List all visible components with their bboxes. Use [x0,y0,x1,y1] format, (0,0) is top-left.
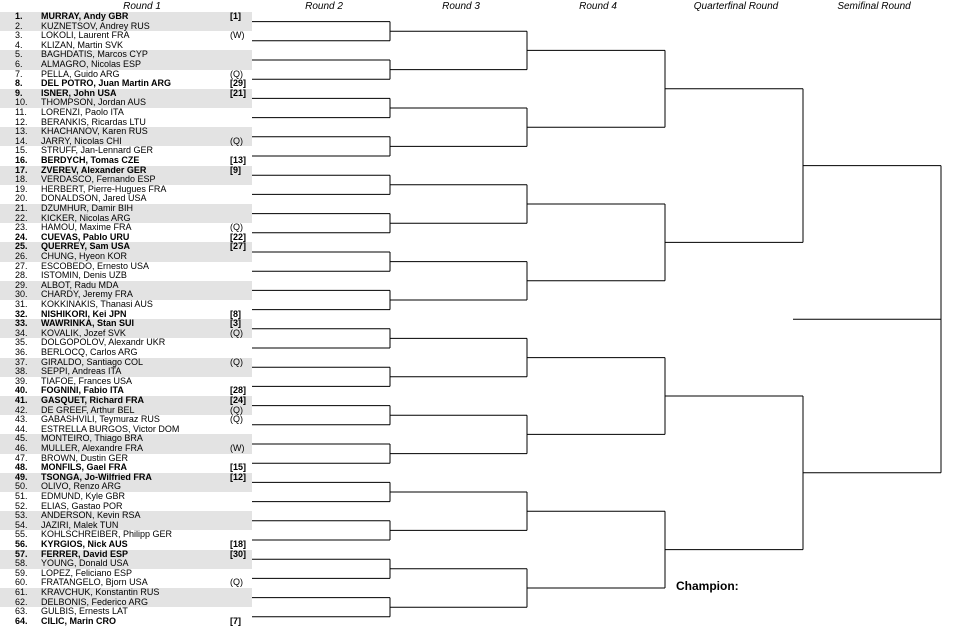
player-seed: [12] [230,471,247,482]
player-name: KHACHANOV, Karen RUS [41,126,148,137]
player-name: CHARDY, Jeremy FRA [41,289,133,300]
player-name: ANDERSON, Kevin RSA [41,510,141,521]
player-name: DONALDSON, Jared USA [41,193,147,204]
player-seed: [7] [230,615,241,626]
player-num: 30. [15,289,28,300]
player-name: BROWN, Dustin GER [41,452,129,463]
player-name: KRAVCHUK, Konstantin RUS [41,587,160,597]
header-round-4: Round 4 [579,1,617,12]
player-seed: (Q) [230,135,243,146]
player-name: MONTEIRO, Thiago BRA [41,433,143,444]
player-num: 63. [15,606,28,617]
player-num: 17. [15,164,28,175]
player-seed: (Q) [230,404,243,415]
player-num: 9. [15,87,23,98]
player-num: 60. [15,577,28,588]
player-num: 4. [15,39,23,50]
player-name: KICKER, Nicolas ARG [41,212,131,223]
champion-label: Champion: [676,579,739,593]
player-name: GABASHVILI, Teymuraz RUS [41,414,160,425]
player-name: DZUMHUR, Damir BIH [41,203,133,213]
player-num: 27. [15,260,28,271]
player-seed: [27] [230,241,247,252]
player-num: 11. [15,107,27,117]
player-num: 62. [15,596,28,607]
player-seed: (Q) [230,222,243,233]
player-num: 39. [15,375,28,386]
player-num: 14. [15,135,28,146]
player-num: 64. [15,615,28,626]
player-num: 21. [15,203,28,213]
player-num: 28. [15,270,28,281]
player-name: BERLOCQ, Carlos ARG [41,347,138,357]
player-name: JAZIRI, Malek TUN [41,519,119,530]
player-num: 35. [15,337,28,348]
player-num: 46. [15,443,28,453]
player-name: NISHIKORI, Kei JPN [41,308,127,319]
player-num: 12. [15,116,28,127]
player-name: MONFILS, Gael FRA [41,462,128,473]
player-num: 7. [15,68,23,79]
player-name: FOGNINI, Fabio ITA [41,385,124,396]
player-num: 1. [15,11,23,21]
player-num: 34. [15,327,28,338]
player-name: HERBERT, Pierre-Hugues FRA [41,183,167,194]
header-semifinal: Semifinal Round [837,1,911,12]
player-seed: [24] [230,395,247,405]
header-round-3: Round 3 [442,1,480,12]
player-num: 49. [15,471,28,482]
player-seed: [13] [230,155,247,165]
player-num: 33. [15,318,28,329]
player-num: 24. [15,231,28,242]
player-seed: (Q) [230,577,243,588]
player-name: LOPEZ, Feliciano ESP [41,567,133,578]
player-num: 56. [15,539,28,549]
player-num: 6. [15,59,23,69]
player-name: ZVEREV, Alexander GER [41,164,147,175]
player-seed: [30] [230,548,247,559]
player-num: 26. [15,251,28,261]
player-seed: [29] [230,78,247,89]
player-name: SEPPI, Andreas ITA [41,366,122,377]
player-num: 51. [15,491,28,501]
player-num: 13. [15,126,28,137]
player-name: ESTRELLA BURGOS, Victor DOM [41,423,180,434]
player-name: MULLER, Alexandre FRA [41,443,144,453]
player-name: VERDASCO, Fernando ESP [41,174,156,185]
header-round-2: Round 2 [305,1,343,12]
player-num: 10. [15,97,28,108]
player-num: 43. [15,414,28,425]
player-name: DE GREEF, Arthur BEL [41,404,135,415]
player-seed: (Q) [230,327,243,338]
player-num: 29. [15,279,28,290]
player-num: 44. [15,423,28,434]
player-name: ISNER, John USA [41,87,117,98]
player-name: TSONGA, Jo-Wilfried FRA [41,471,152,482]
player-num: 22. [15,212,28,223]
player-name: ELIAS, Gastao POR [41,500,123,511]
player-num: 20. [15,193,28,204]
player-name: KYRGIOS, Nick AUS [41,539,128,549]
player-num: 41. [15,395,28,405]
player-name: MURRAY, Andy GBR [41,11,129,21]
header-round-1: Round 1 [123,1,161,12]
player-seed: [21] [230,87,247,98]
player-num: 2. [15,20,23,31]
player-num: 3. [15,30,23,41]
player-name: KOKKINAKIS, Thanasi AUS [41,299,153,309]
player-num: 59. [15,567,28,578]
player-name: YOUNG, Donald USA [41,558,129,569]
player-name: BERANKIS, Ricardas LTU [41,116,146,127]
player-num: 57. [15,548,28,559]
player-num: 38. [15,366,28,377]
player-name: FERRER, David ESP [41,548,129,559]
player-seed: [9] [230,164,241,175]
player-name: LORENZI, Paolo ITA [41,107,124,117]
player-num: 19. [15,183,28,194]
player-num: 25. [15,241,28,252]
player-num: 32. [15,308,28,319]
player-name: BERDYCH, Tomas CZE [41,155,140,165]
player-name: BAGHDATIS, Marcos CYP [41,49,148,60]
player-num: 52. [15,500,28,511]
player-seed: [8] [230,308,241,319]
player-name: GIRALDO, Santiago COL [41,356,144,367]
player-name: PELLA, Guido ARG [41,68,120,79]
player-name: DELBONIS, Federico ARG [41,596,149,607]
player-num: 36. [15,347,28,357]
header-quarterfinal: Quarterfinal Round [693,1,779,12]
player-num: 8. [15,78,23,89]
player-name: DOLGOPOLOV, Alexandr UKR [41,337,166,348]
player-name: DEL POTRO, Juan Martin ARG [41,78,172,89]
player-seed: (W) [230,443,245,453]
player-num: 53. [15,510,28,521]
player-name: ESCOBEDO, Ernesto USA [41,260,150,271]
player-seed: (W) [230,30,245,41]
player-name: FRATANGELO, Bjorn USA [41,577,148,588]
player-seed: [15] [230,462,247,473]
player-name: KOVALIK, Jozef SVK [41,327,126,338]
player-name: WAWRINKA, Stan SUI [41,318,135,329]
player-num: 31. [15,299,28,309]
player-name: THOMPSON, Jordan AUS [41,97,147,108]
player-name: LOKOLI, Laurent FRA [41,30,130,41]
player-num: 48. [15,462,28,473]
player-num: 47. [15,452,28,463]
player-name: CILIC, Marin CRO [41,615,117,626]
player-name: OLIVO, Renzo ARG [41,481,122,492]
player-name: HAMOU, Maxime FRA [41,222,132,233]
player-seed: [1] [230,11,241,21]
player-name: KUZNETSOV, Andrey RUS [41,20,150,31]
player-name: KOHLSCHREIBER, Philipp GER [41,529,173,540]
player-num: 23. [15,222,28,233]
player-seed: (Q) [230,414,243,425]
player-num: 42. [15,404,28,415]
player-name: EDMUND, Kyle GBR [41,491,126,501]
player-name: CHUNG, Hyeon KOR [41,251,128,261]
player-num: 37. [15,356,28,367]
player-name: ISTOMIN, Denis UZB [41,270,127,281]
player-seed: [22] [230,231,247,242]
player-name: QUERREY, Sam USA [41,241,131,252]
player-name: STRUFF, Jan-Lennard GER [41,145,154,156]
player-name: TIAFOE, Frances USA [41,375,133,386]
player-num: 5. [15,49,23,60]
player-seed: (Q) [230,68,243,79]
player-num: 15. [15,145,28,156]
player-name: GULBIS, Ernests LAT [41,606,128,617]
player-num: 58. [15,558,28,569]
player-num: 50. [15,481,28,492]
player-name: GASQUET, Richard FRA [41,395,145,405]
player-num: 16. [15,155,28,165]
player-name: ALMAGRO, Nicolas ESP [41,59,142,69]
player-num: 45. [15,433,28,444]
player-num: 55. [15,529,28,540]
player-name: ALBOT, Radu MDA [41,279,119,290]
player-name: CUEVAS, Pablo URU [41,231,130,242]
player-seed: [28] [230,385,247,396]
player-name: KLIZAN, Martin SVK [41,39,124,50]
player-seed: [3] [230,318,241,329]
player-seed: [18] [230,539,247,549]
player-num: 61. [15,587,28,597]
player-num: 18. [15,174,28,185]
player-seed: (Q) [230,356,243,367]
player-num: 54. [15,519,28,530]
player-num: 40. [15,385,28,396]
player-name: JARRY, Nicolas CHI [41,135,122,146]
